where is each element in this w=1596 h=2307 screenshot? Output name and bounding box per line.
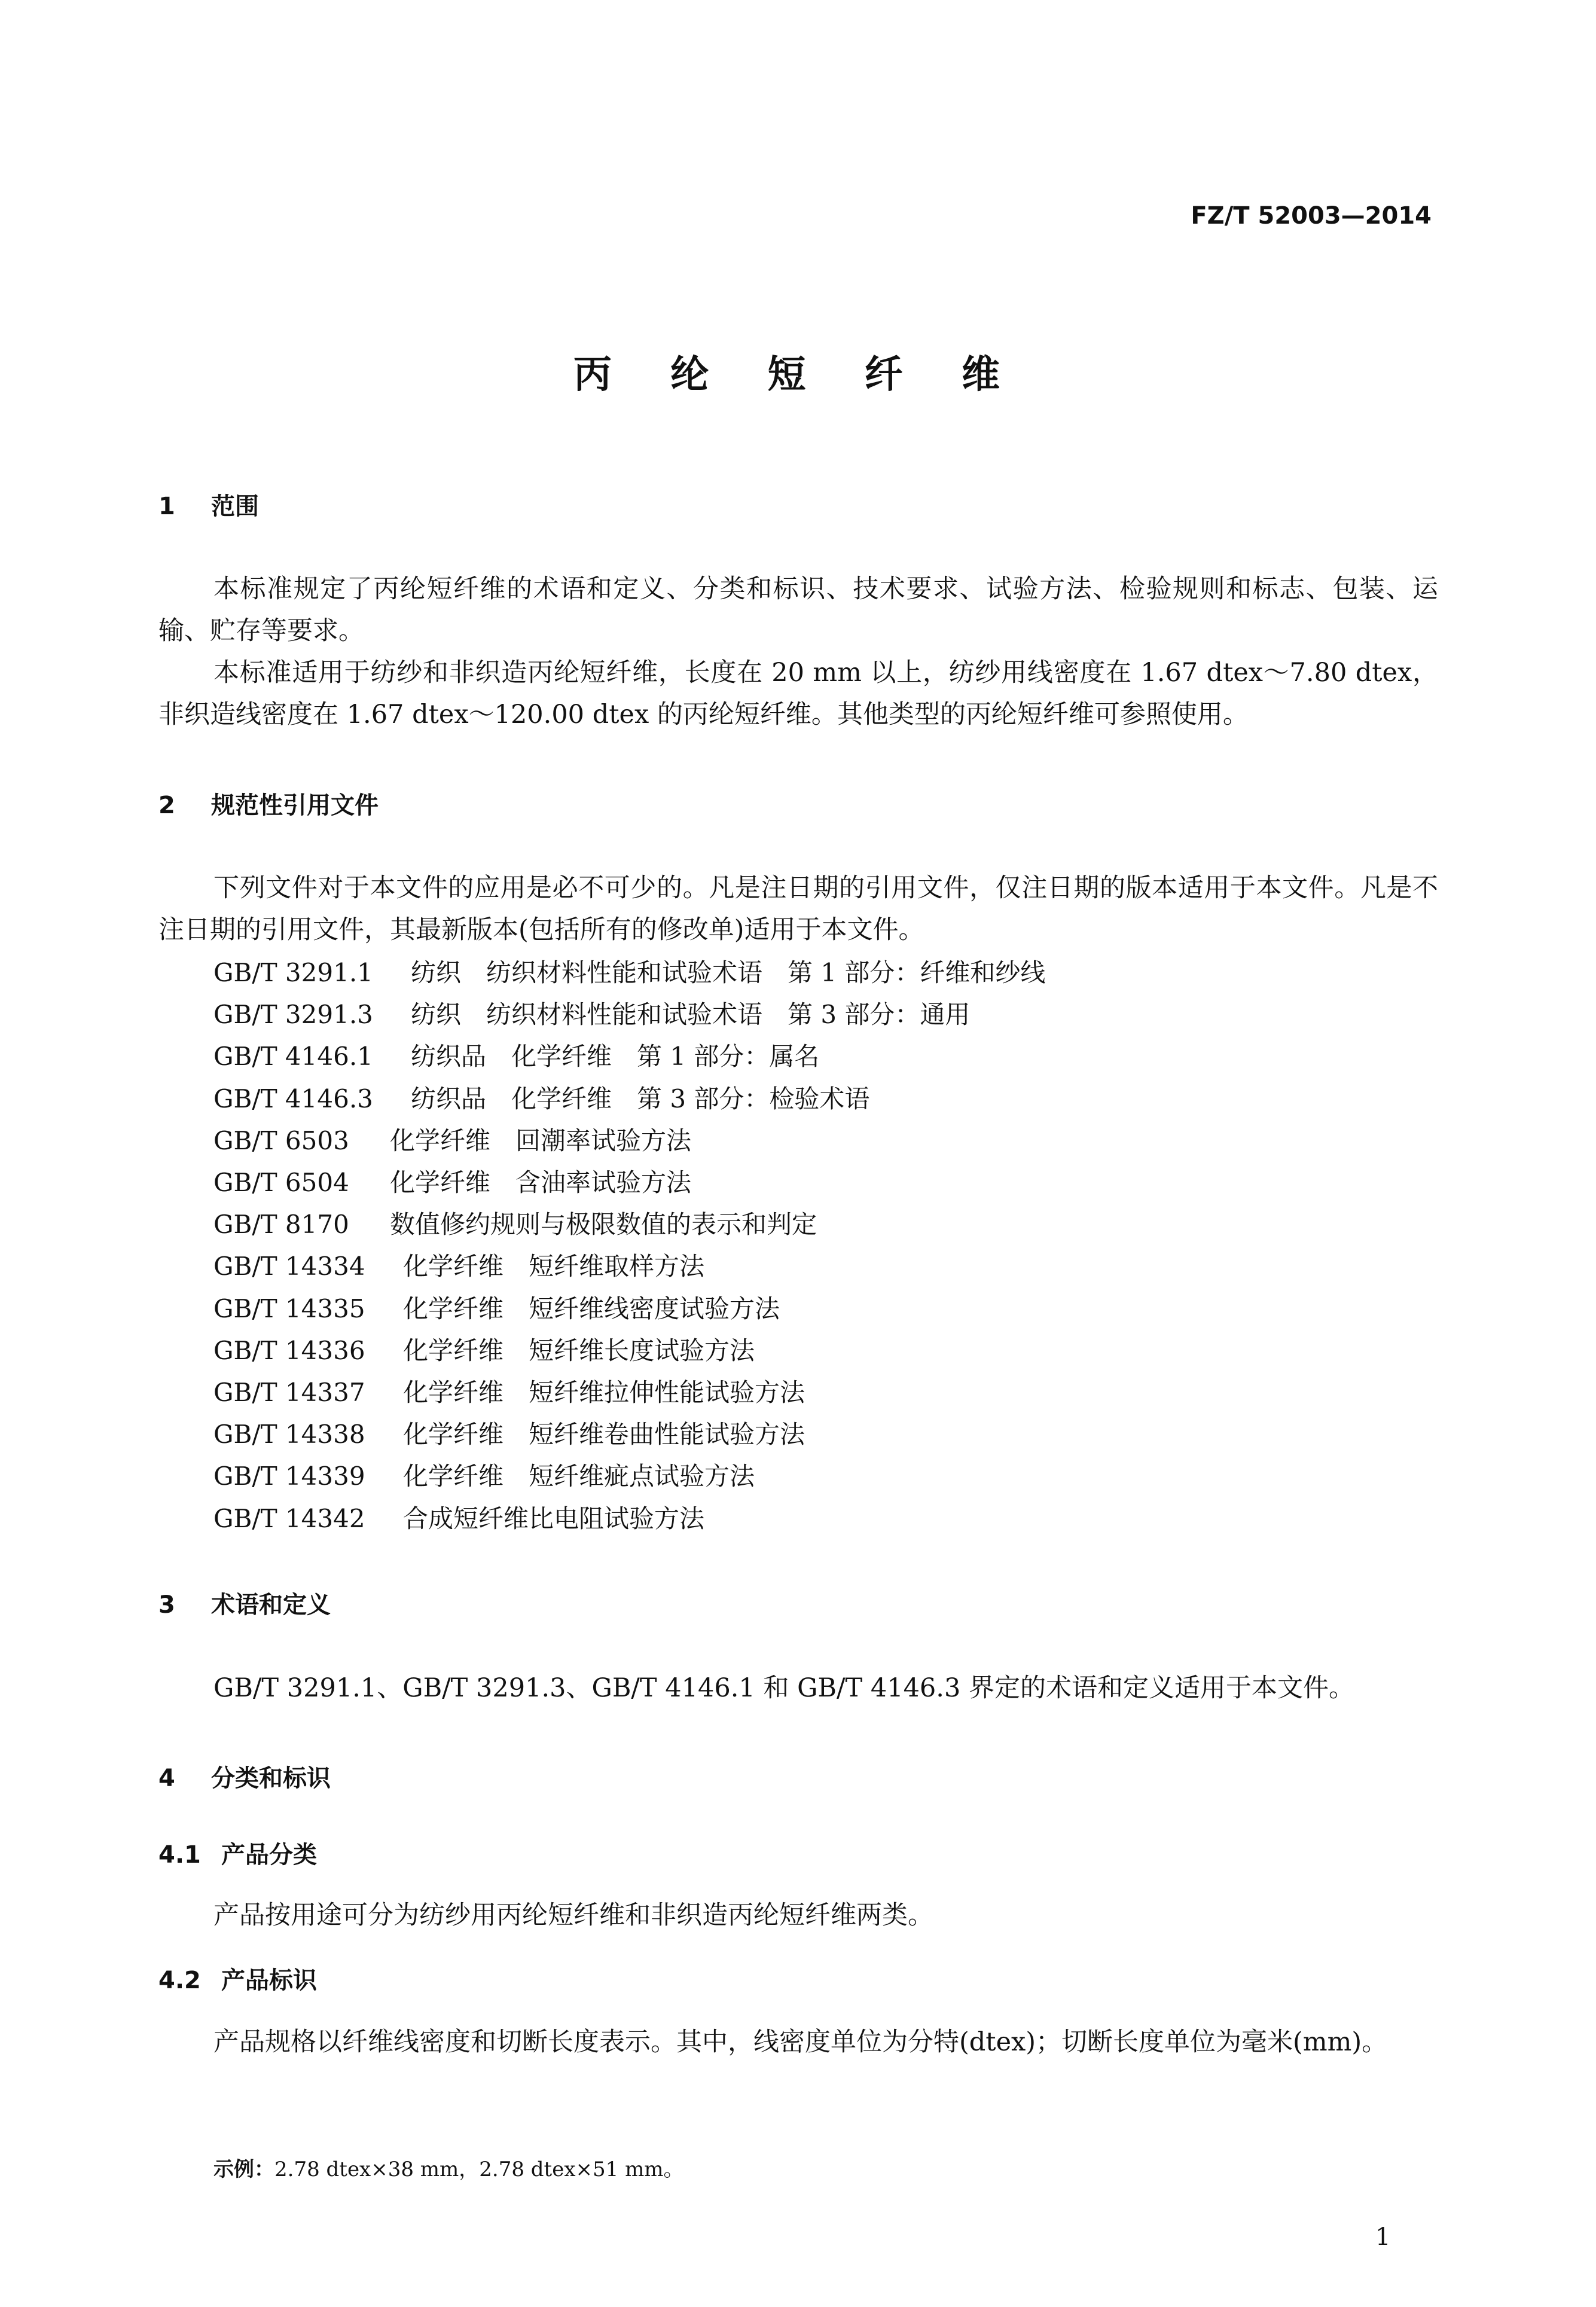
reference-code: GB/T 14335 (213, 1293, 365, 1323)
reference-title: 纺织 纺织材料性能和试验术语 第 3 部分：通用 (411, 1000, 971, 1030)
reference-code: GB/T 3291.1 (213, 958, 373, 987)
reference-item (213, 1036, 1045, 1078)
example-label: 示例： (213, 2158, 274, 2181)
reference-title: 化学纤维 短纤维疵点试验方法 (403, 1461, 755, 1491)
reference-item (213, 952, 1045, 994)
reference-item (213, 1246, 1045, 1287)
section-number: 2 (158, 792, 175, 819)
reference-item (213, 1498, 1045, 1540)
reference-item (213, 1078, 1045, 1120)
subsection-4-1-text: 产品按用途可分为纺纱用丙纶短纤维和非织造丙纶短纤维两类。 (213, 1900, 933, 1930)
reference-code: GB/T 14339 (213, 1461, 365, 1491)
subsection-4-1-heading (158, 1836, 317, 1870)
reference-item (213, 1330, 1045, 1372)
reference-title: 化学纤维 短纤维卷曲性能试验方法 (403, 1420, 805, 1449)
standard-code: FZ/T 52003—2014 (1191, 202, 1432, 230)
reference-title: 纺织品 化学纤维 第 3 部分：检验术语 (411, 1084, 870, 1113)
reference-code: GB/T 4146.1 (213, 1042, 373, 1072)
reference-title: 数值修约规则与极限数值的表示和判定 (390, 1210, 817, 1240)
section-number: 4 (158, 1765, 175, 1792)
section-title: 产品分类 (221, 1841, 317, 1869)
reference-list (213, 952, 1045, 1540)
reference-item (213, 994, 1045, 1036)
section-title: 术语和定义 (211, 1591, 331, 1619)
section-title: 范围 (211, 493, 259, 520)
reference-code: GB/T 4146.3 (213, 1084, 373, 1113)
reference-code: GB/T 14336 (213, 1335, 365, 1365)
reference-title: 纺织 纺织材料性能和试验术语 第 1 部分：纤维和纱线 (411, 958, 1046, 987)
subsection-4-2-text: 产品规格以纤维线密度和切断长度表示。其中，线密度单位为分特(dtex)；切断长度单位为毫米(mm)。 (213, 2027, 1388, 2057)
reference-code: GB/T 6503 (213, 1125, 349, 1155)
reference-code: GB/T 6504 (213, 1168, 349, 1198)
reference-title: 合成短纤维比电阻试验方法 (403, 1503, 705, 1533)
reference-code: GB/T 3291.3 (213, 1000, 373, 1030)
reference-title: 化学纤维 短纤维线密度试验方法 (403, 1293, 780, 1323)
section-2-heading (158, 786, 379, 820)
section-title: 产品标识 (221, 1967, 317, 1994)
section-number: 1 (158, 493, 175, 520)
reference-code: GB/T 14338 (213, 1420, 365, 1449)
section-3-heading (158, 1586, 331, 1620)
section-1-heading (158, 487, 259, 521)
subsection-4-2-heading (158, 1961, 317, 1995)
reference-title: 化学纤维 短纤维长度试验方法 (403, 1335, 755, 1365)
reference-title: 纺织品 化学纤维 第 1 部分：属名 (411, 1042, 820, 1072)
reference-code: GB/T 14337 (213, 1378, 365, 1408)
reference-item (213, 1120, 1045, 1162)
section-4-heading (158, 1759, 331, 1793)
section-3-text: GB/T 3291.1、GB/T 3291.3、GB/T 4146.1 和 GB/T 4146.3 界定的术语和定义适用于本文件。 (213, 1673, 1354, 1703)
section-number: 4.1 (158, 1841, 201, 1869)
section-number: 4.2 (158, 1967, 201, 1994)
section-1-paragraph-1: 本标准规定了丙纶短纤维的术语和定义、分类和标识、技术要求、试验方法、检验规则和标志、包装、运输、贮存等要求。 (158, 574, 1438, 646)
section-title: 分类和标识 (211, 1765, 331, 1792)
example-text: 2.78 dtex×38 mm，2.78 dtex×51 mm。 (274, 2158, 684, 2181)
reference-title: 化学纤维 含油率试验方法 (390, 1168, 692, 1198)
reference-item (213, 1372, 1045, 1414)
reference-code: GB/T 14334 (213, 1252, 365, 1281)
reference-code: GB/T 8170 (213, 1210, 349, 1240)
page-number: 1 (1375, 2223, 1391, 2251)
reference-code: GB/T 14342 (213, 1503, 365, 1533)
reference-item (213, 1414, 1045, 1455)
section-title: 规范性引用文件 (211, 792, 379, 819)
reference-item (213, 1204, 1045, 1246)
reference-item (213, 1162, 1045, 1204)
section-1-paragraph-2: 本标准适用于纺纱和非织造丙纶短纤维，长度在 20 mm 以上，纺纱用线密度在 1.67 dtex～7.80 dtex，非织造线密度在 1.67 dtex～120.00 dtex 的丙纶短纤维。其他类型的丙纶短纤维可参照使用。 (158, 658, 1438, 730)
reference-title: 化学纤维 短纤维拉伸性能试验方法 (403, 1378, 805, 1408)
reference-title: 化学纤维 短纤维取样方法 (403, 1252, 705, 1281)
reference-item (213, 1455, 1045, 1497)
section-number: 3 (158, 1591, 175, 1619)
example-line (213, 2153, 684, 2182)
document-title: 丙 纶 短 纤 维 (573, 353, 1023, 397)
reference-title: 化学纤维 回潮率试验方法 (390, 1125, 692, 1155)
reference-item (213, 1288, 1045, 1330)
section-2-intro: 下列文件对于本文件的应用是必不可少的。凡是注日期的引用文件，仅注日期的版本适用于本文件。凡是不注日期的引用文件，其最新版本(包括所有的修改单)适用于本文件。 (158, 873, 1438, 945)
